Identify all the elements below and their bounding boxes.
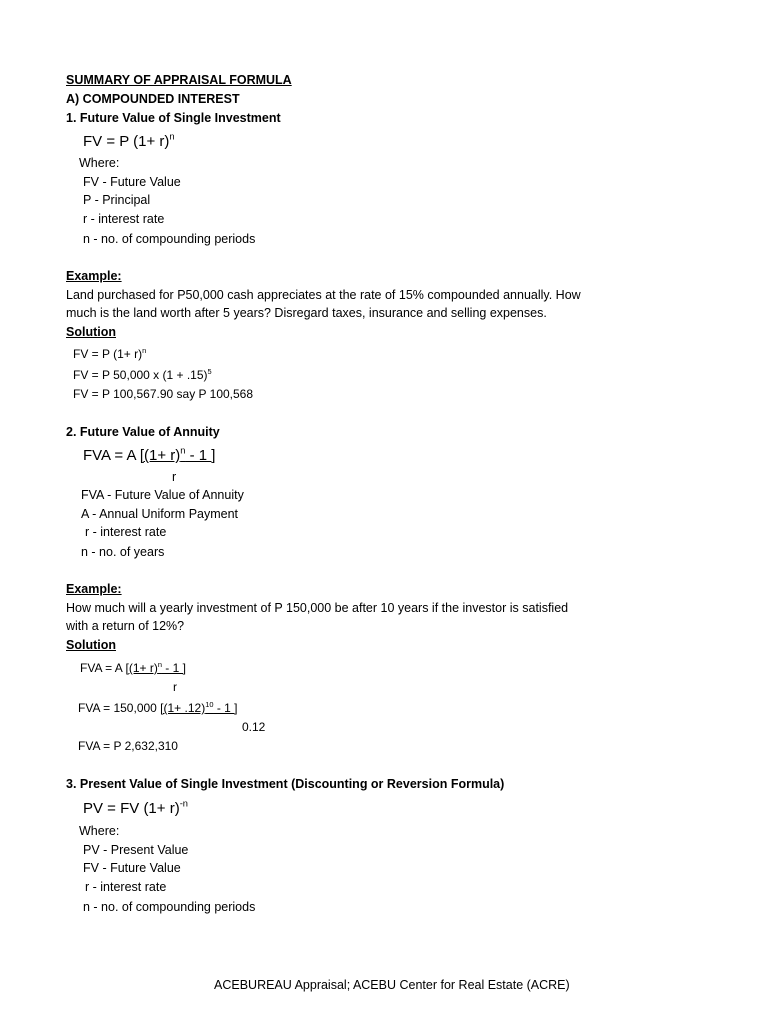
subsection-heading: 3. Present Value of Single Investment (Discounting or Reversion Formula) [66,777,505,791]
where-label: Where: [79,824,120,838]
definition: A - Annual Uniform Payment [81,507,239,521]
formula: FV = P $(1+ r)^n$ [83,131,175,150]
definition: PV - Present Value [83,843,189,857]
definition: r - interest rate [85,880,167,894]
solution-label: Solution [66,638,116,652]
solution-step: FV = P $(1+ r)^n$ [73,345,147,361]
example-text: Land purchased for P50,000 cash appreciates at the rate of 15% compounded annually. How [66,288,581,302]
formula: PV = FV $(1+ r)^{-n}$ [83,798,188,817]
where-label: Where: [79,156,120,170]
definition: FV - Future Value [83,175,181,189]
definition: n - no. of compounding periods [83,232,256,246]
section-heading: A) COMPOUNDED INTEREST [66,92,240,106]
definition: n - no. of compounding periods [83,900,256,914]
example-label: Example: [66,269,122,283]
definition: FVA - Future Value of Annuity [81,488,244,502]
formula-denominator: 0.12 [242,720,266,734]
example-text: How much will a yearly investment of P 150,000 be after 10 years if the investor is satisfied [66,601,569,615]
solution-step: FVA = P 2,632,310 [78,739,178,753]
page-footer: ACEBUREAU Appraisal; ACEBU Center for Real Estate (ACRE) [214,978,570,992]
definition: FV - Future Value [83,861,181,875]
solution-step: FVA = A [$(1+ r)^n - 1$ ] [80,659,186,675]
example-text: with a return of 12%? [66,619,185,633]
solution-step: FV = P 50,000 x $(1 + .15)^5$ [73,366,212,382]
example-label: Example: [66,582,122,596]
formula: FVA = A [$(1+ r)^n - 1$ ] [83,445,216,464]
formula-denominator: r [172,470,177,484]
solution-step: FV = P 100,567.90 say P 100,568 [73,387,254,401]
definition: P - Principal [83,193,151,207]
definition: r - interest rate [85,525,167,539]
document-title: SUMMARY OF APPRAISAL FORMULA [66,73,292,87]
subsection-heading: 1. Future Value of Single Investment [66,111,281,125]
example-text: much is the land worth after 5 years? Disregard taxes, insurance and selling expenses. [66,306,547,320]
definition: r - interest rate [83,212,165,226]
formula-denominator: r [173,680,177,694]
solution-step: FVA = 150,000 [$(1+ .12)^{10} - 1$ ] [78,699,238,715]
definition: n - no. of years [81,545,165,559]
solution-label: Solution [66,325,116,339]
subsection-heading: 2. Future Value of Annuity [66,425,220,439]
